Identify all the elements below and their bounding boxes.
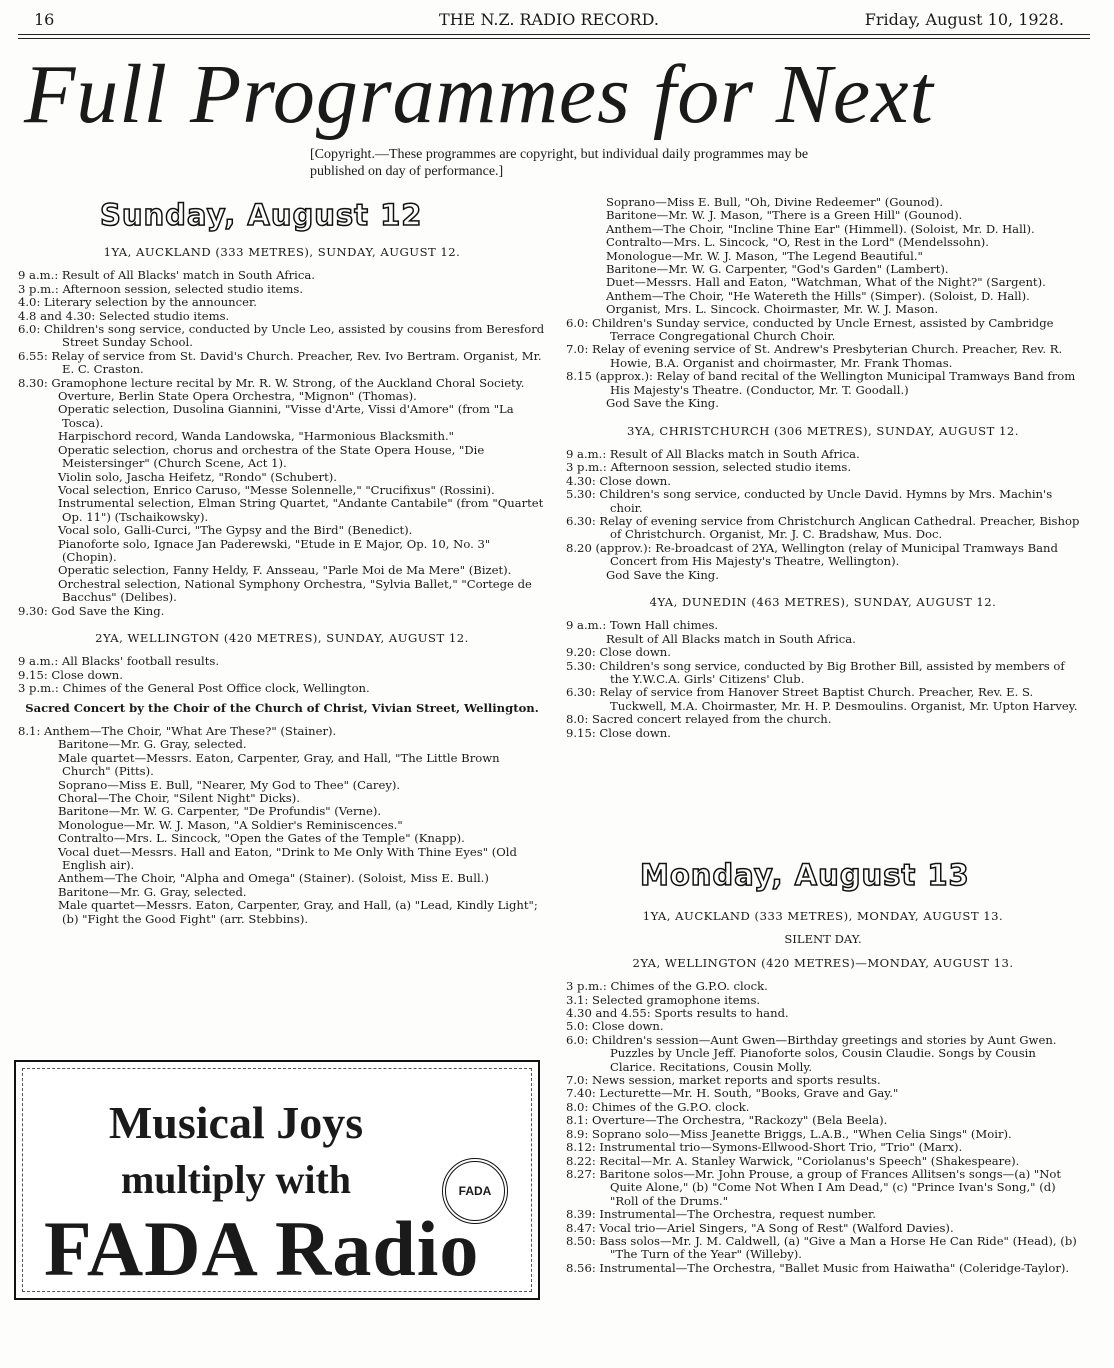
programme-entry: 8.1: Anthem—The Choir, "What Are These?" (Stainer). [18, 724, 337, 738]
programme-entry: Operatic selection, Dusolina Giannini, "Visse d'Arte, Vissi d'Amore" (from "La Tosca). [58, 402, 514, 430]
programme-entry: 3 p.m.: Chimes of the General Post Office clock, Wellington. [18, 681, 370, 696]
programme-entry: 8.56: Instrumental—The Orchestra, "Ballet Music from Haiwatha" (Coleridge-Taylor). [566, 1260, 1070, 1275]
programme-entry: Violin solo, Jascha Heifetz, "Rondo" (Schubert). [58, 469, 337, 484]
programme-entry: Soprano—Miss E. Bull, "Oh, Divine Redeemer" (Gounod). [606, 195, 944, 209]
programme-entry: 8.9: Soprano solo—Miss Jeanette Briggs, L.A.B., "When Celia Sings" (Moir). [566, 1126, 1012, 1141]
wellington-monday-list [566, 980, 1080, 1275]
programme-entry: Baritone—Mr. G. Gray, selected. [58, 884, 247, 899]
programme-entry: 3 p.m.: Chimes of the G.P.O. clock. [566, 979, 768, 994]
page-header [34, 6, 1064, 32]
programme-entry: Baritone—Mr. W. G. Carpenter, "God's Garden" (Lambert). [606, 262, 949, 277]
programme-entry: Baritone—Mr. W. J. Mason, "There is a Green Hill" (Gounod). [606, 208, 963, 223]
programme-entry: Contralto—Mrs. L. Sincock, "O, Rest in the Lord" (Mendelssohn). [606, 235, 989, 250]
programme-entry: Duet—Messrs. Hall and Eaton, "Watchman, What of the Night?" (Sargent). [606, 275, 1046, 290]
programme-entry: Male quartet—Messrs. Eaton, Carpenter, Gray, and Hall, (a) "Lead, Kindly Light"; (b) "Fight the Good Fight" (arr. Stebbins). [58, 898, 538, 926]
programme-entry: Baritone—Mr. W. G. Carpenter, "De Profundis" (Verne). [58, 804, 382, 819]
programme-entry: 9 a.m.: Town Hall chimes. [566, 618, 719, 633]
programme-entry: Result of All Blacks match in South Africa. [606, 631, 856, 646]
programme-entry: Operatic selection, chorus and orchestra of the State Opera House, "Die Meistersinger" (Church Scene, Act 1). [58, 442, 485, 471]
programme-entry: 9 a.m.: All Blacks' football results. [18, 654, 220, 669]
programme-entry: 4.30 and 4.55: Sports results to hand. [566, 1006, 789, 1021]
programme-entry: 8.39: Instrumental—The Orchestra, request number. [566, 1207, 876, 1222]
sunday-heading: Sunday, August 12 [100, 198, 423, 232]
left-column [18, 238, 546, 926]
page-number: 16 [34, 10, 55, 29]
programme-entry: Baritone—Mr. G. Gray, selected. [58, 737, 247, 752]
programme-entry: Anthem—The Choir, "He Watereth the Hills" (Simper). (Soloist, D. Hall). [606, 288, 1030, 303]
station-heading: 2YA, WELLINGTON (420 METRES)—MONDAY, AUGUST 13. [632, 955, 1014, 970]
programme-entry: 9.30: God Save the King. [18, 603, 165, 618]
programme-entry: 8.15 (approx.): Relay of band recital of the Wellington Municipal Tramways Band from His Majesty's Theatre. (Conductor, Mr. T. Goodall.) [566, 369, 1076, 397]
wellington-sunday-list [18, 655, 546, 695]
programme-entry: Instrumental selection, Elman String Quartet, "Andante Cantabile" (from "Quartet Op. 11") (Tschaikowsky). [58, 496, 544, 524]
programme-entry: God Save the King. [606, 396, 719, 411]
programme-entry: 8.27: Baritone solos—Mr. John Prouse, a group of Frances Allitsen's songs—(a) "Not Quite Alone," (b) "Come Not When I Am Dead," (c) "Prince Ivan's Song," (d) "Roll of the Drums." [566, 1166, 1062, 1208]
wellington-concert-continued [566, 196, 1080, 411]
programme-entry: 9 a.m.: Result of All Blacks' match in South Africa. [18, 268, 315, 283]
silent-day-note: SILENT DAY. [784, 932, 862, 947]
programme-entry: Operatic selection, Fanny Heldy, F. Ansseau, "Parle Moi de Ma Mere" (Bizet). [58, 563, 512, 578]
programme-entry: Vocal selection, Enrico Caruso, "Messe Solennelle," "Crucifixus" (Rossini). [58, 482, 495, 497]
publication-title: THE N.Z. RADIO RECORD. [439, 10, 659, 29]
programme-entry: Harpischord record, Wanda Landowska, "Harmonious Blacksmith." [58, 429, 454, 444]
wellington-concert-list [18, 725, 546, 926]
programme-entry: 4.0: Literary selection by the announcer. [18, 295, 257, 310]
monday-heading: Monday, August 13 [640, 858, 970, 892]
programme-entry: 8.0: Chimes of the G.P.O. clock. [566, 1099, 750, 1114]
programme-entry: Choral—The Choir, "Silent Night" Dicks). [58, 791, 300, 806]
programme-entry: 7.40: Lecturette—Mr. H. South, "Books, Grave and Gay." [566, 1086, 899, 1101]
programme-entry: 6.30: Relay of evening service from Christchurch Anglican Cathedral. Preacher, Bishop of Christchurch. Organist, Mr. J. C. Bradshaw, Mus. Doc. [566, 513, 1080, 542]
programme-entry: 3.1: Selected gramophone items. [566, 992, 761, 1007]
banner-title: Full Programmes for Next [24, 48, 934, 141]
programme-entry: 4.8 and 4.30: Selected studio items. [18, 308, 230, 323]
programme-entry: Contralto—Mrs. L. Sincock, "Open the Gates of the Temple" (Knapp). [58, 831, 465, 846]
copyright-notice: [Copyright.—These programmes are copyright, but individual daily programmes may be published on day of performance.] [310, 147, 809, 179]
station-heading: 1YA, AUCKLAND (333 METRES), MONDAY, AUGUST 13. [642, 909, 1004, 923]
right-column [566, 196, 1080, 740]
programme-entry: 4.30: Close down. [566, 473, 671, 488]
programme-entry: Pianoforte solo, Ignace Jan Paderewski, "Etude in E Major, Op. 10, No. 3" (Chopin). [58, 536, 491, 564]
programme-entry: 9 a.m.: Result of All Blacks match in South Africa. [566, 446, 860, 461]
programme-entry: Monologue—Mr. W. J. Mason, "A Soldier's Reminiscences." [58, 817, 403, 832]
christchurch-sunday-list [566, 448, 1080, 582]
programme-entry: Vocal duet—Messrs. Hall and Eaton, "Drink to Me Only With Thine Eyes" (Old English air). [58, 844, 517, 873]
programme-entry: 3 p.m.: Afternoon session, selected studio items. [18, 281, 304, 296]
programme-entry: 6.30: Relay of service from Hanover Street Baptist Church. Preacher, Rev. E. S. Tuckwell, M.A. Choirmaster, Mr. H. P. Desmoulins. Organist, Mr. Upton Harvey. [566, 685, 1078, 713]
programme-entry: 5.30: Children's song service, conducted by Big Brother Bill, assisted by members of the Y.W.C.A. Girls' Citizens' Club. [566, 658, 1065, 686]
ad-line-3: FADA Radio [44, 1205, 480, 1292]
programme-entry: 7.0: News session, market reports and sports results. [566, 1073, 881, 1088]
programme-entry: 9.15: Close down. [18, 667, 123, 682]
station-heading: 1YA, AUCKLAND (333 METRES), SUNDAY, AUGUST 12. [103, 245, 461, 259]
programme-entry: God Save the King. [606, 567, 719, 582]
programme-entry: Monologue—Mr. W. J. Mason, "The Legend Beautiful." [606, 248, 923, 263]
programme-entry: 6.0: Children's song service, conducted by Uncle Leo, assisted by cousins from Beresford Street Sunday School. [18, 322, 545, 350]
programme-entry: 3 p.m.: Afternoon session, selected studio items. [566, 460, 852, 475]
programme-entry: 5.0: Close down. [566, 1019, 664, 1034]
header-rule-2 [18, 38, 1090, 39]
station-heading: 3YA, CHRISTCHURCH (306 METRES), SUNDAY, AUGUST 12. [627, 423, 1019, 438]
programme-entry: 8.50: Bass solos—Mr. J. M. Caldwell, (a) "Give a Man a Horse He Can Ride" (Head), (b) "The Turn of the Year" (Willeby). [566, 1233, 1077, 1262]
programme-entry: Male quartet—Messrs. Eaton, Carpenter, Gray, and Hall, "The Little Brown Church" (Pitts). [58, 750, 500, 779]
programme-entry: 6.0: Children's session—Aunt Gwen—Birthday greetings and stories by Aunt Gwen. Puzzles by Uncle Jeff. Pianoforte solos, Cousin Claudie. Songs by Cousin Clarice. Recitations, Cousin Molly. [566, 1032, 1057, 1074]
auckland-sunday-list [18, 269, 546, 618]
monday-column [566, 902, 1080, 1275]
programme-entry: Overture, Berlin State Opera Orchestra, "Mignon" (Thomas). [58, 389, 417, 404]
programme-entry: Organist, Mrs. L. Sincock. Choirmaster, Mr. W. J. Mason. [606, 302, 939, 317]
programme-entry: Soprano—Miss E. Bull, "Nearer, My God to Thee" (Carey). [58, 777, 401, 792]
programme-entry: 6.0: Children's Sunday service, conducted by Uncle Ernest, assisted by Cambridge Terrace Congregational Church Choir. [566, 315, 1054, 344]
programme-entry: 9.20: Close down. [566, 645, 671, 660]
station-heading: 4YA, DUNEDIN (463 METRES), SUNDAY, AUGUST 12. [649, 594, 997, 609]
concert-subheading: Sacred Concert by the Choir of the Church of Christ, Vivian Street, Wellington. [25, 700, 539, 715]
programme-entry: 7.0: Relay of evening service of St. Andrew's Presbyterian Church. Preacher, Rev. R. Howie, B.A. Organist and choirmaster, Mr. Frank Thomas. [566, 342, 1063, 370]
programme-entry: 9.15: Close down. [566, 725, 671, 740]
programme-entry: 8.47: Vocal trio—Ariel Singers, "A Song of Rest" (Walford Davies). [566, 1220, 954, 1235]
programme-entry: 8.30: Gramophone lecture recital by Mr. R. W. Strong, of the Auckland Choral Society. [18, 375, 525, 390]
header-rule [18, 34, 1090, 35]
fada-logo-icon: FADA [442, 1158, 508, 1224]
ad-line-1: Musical Joys [108, 1097, 364, 1148]
programme-entry: Vocal solo, Galli-Curci, "The Gypsy and the Bird" (Benedict). [58, 523, 413, 538]
ad-line-2: multiply with [120, 1157, 352, 1202]
programme-entry: 5.30: Children's song service, conducted by Uncle David. Hymns by Mrs. Machin's choir. [566, 487, 1053, 515]
programme-entry: Anthem—The Choir, "Alpha and Omega" (Stainer). (Soloist, Miss E. Bull.) [58, 871, 489, 886]
programme-entry: Anthem—The Choir, "Incline Thine Ear" (Himmell). (Soloist, Mr. D. Hall). [606, 221, 1035, 236]
fada-advertisement [14, 1060, 540, 1300]
issue-date: Friday, August 10, 1928. [864, 10, 1064, 29]
dunedin-sunday-list [566, 619, 1080, 740]
programme-entry: 8.12: Instrumental trio—Symons-Ellwood-Short Trio, "Trio" (Marx). [566, 1140, 963, 1155]
programme-entry: 8.20 (approv.): Re-broadcast of 2YA, Wellington (relay of Municipal Tramways Band Concert from His Majesty's Theatre, Wellington). [566, 540, 1058, 569]
programme-entry: 8.0: Sacred concert relayed from the church. [566, 712, 832, 727]
programme-entry: 8.1: Overture—The Orchestra, "Rackozy" (Bela Beela). [566, 1113, 888, 1128]
programme-entry: 8.22: Recital—Mr. A. Stanley Warwick, "Coriolanus's Speech" (Shakespeare). [566, 1153, 1020, 1168]
programme-entry: 6.55: Relay of service from St. David's Church. Preacher, Rev. Ivo Bertram. Organist, Mr. E. C. Craston. [18, 348, 542, 377]
programme-entry: Orchestral selection, National Symphony Orchestra, "Sylvia Ballet," "Cortege de Bacchus" (Delibes). [58, 576, 532, 605]
station-heading: 2YA, WELLINGTON (420 METRES), SUNDAY, AUGUST 12. [95, 630, 469, 645]
